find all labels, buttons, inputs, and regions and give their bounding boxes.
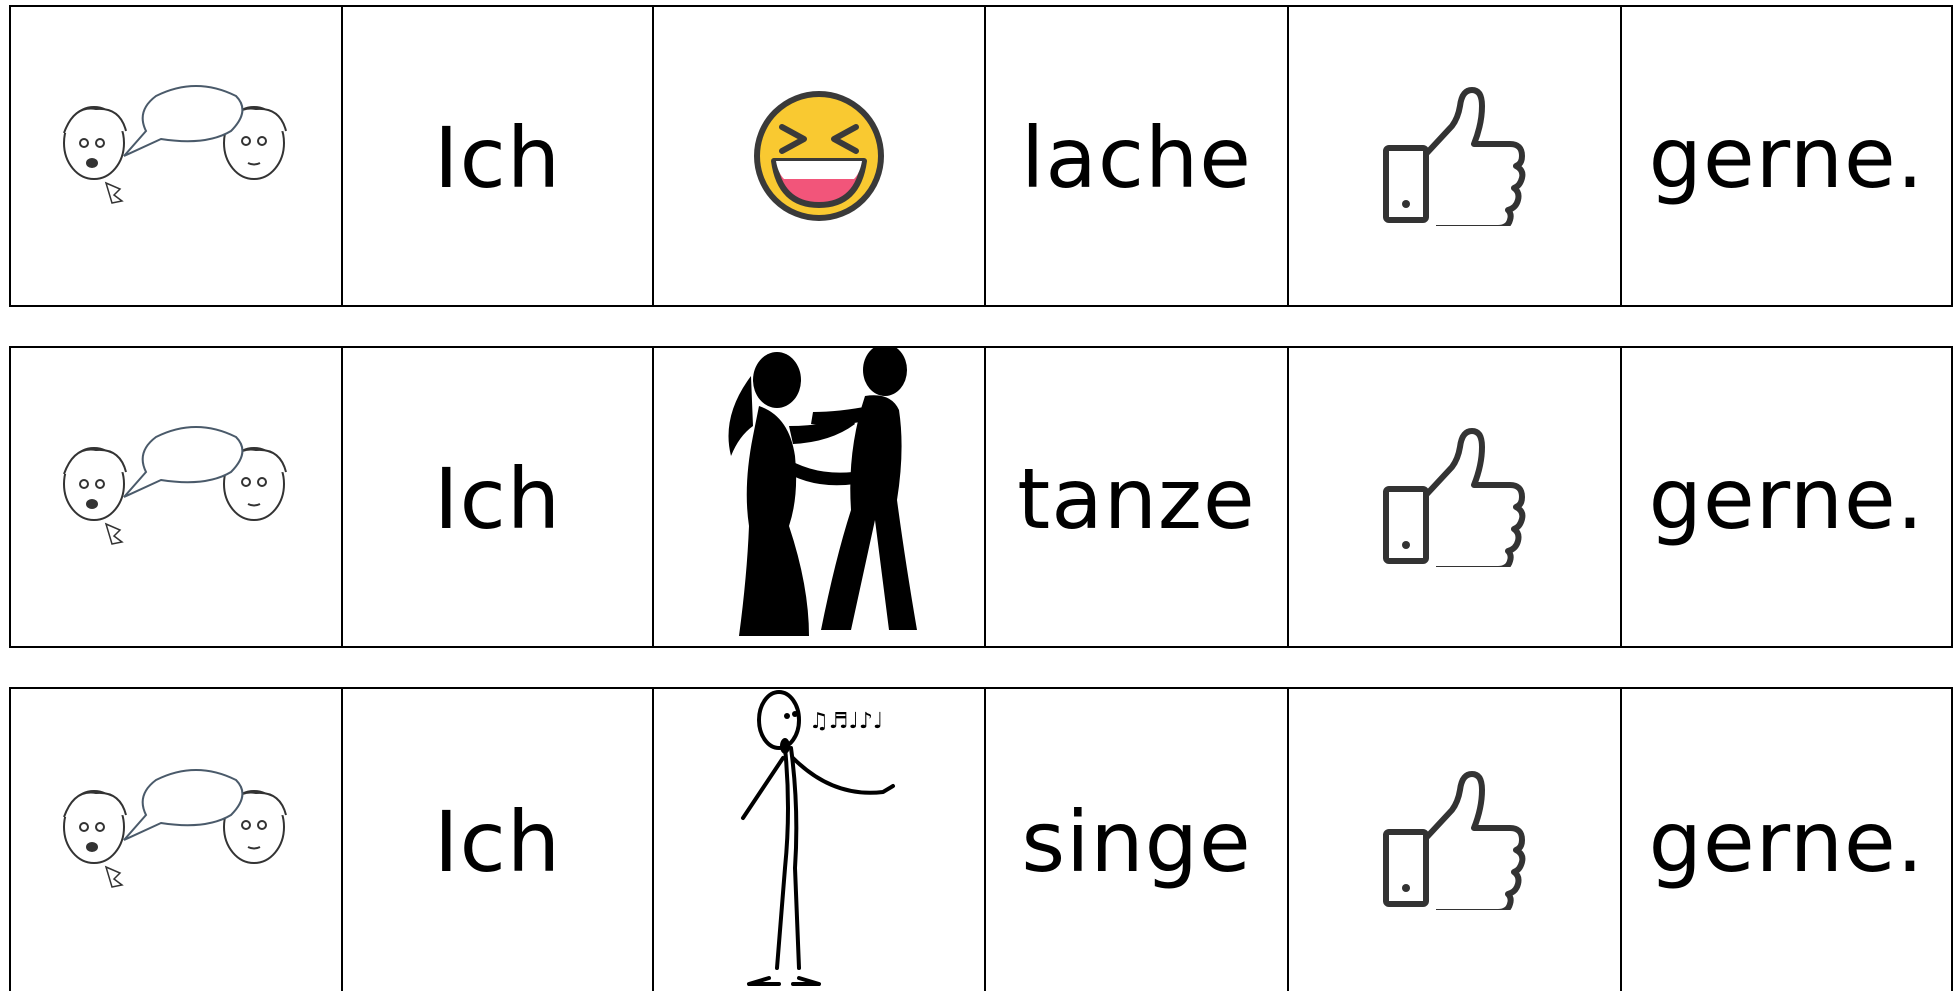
speaker-cell xyxy=(11,348,343,646)
thumbs-up-icon xyxy=(1380,427,1530,567)
activity-picture-cell xyxy=(654,689,986,991)
verb-word: lache xyxy=(1021,109,1252,207)
subject-cell xyxy=(343,689,654,991)
activity-picture-cell xyxy=(654,348,986,646)
like-cell xyxy=(1289,689,1622,991)
speaking-people-icon xyxy=(36,412,316,582)
subject-word: Ich xyxy=(433,450,562,548)
svg-text:♫♬♩♪♩: ♫♬♩♪♩ xyxy=(809,709,884,734)
subject-cell xyxy=(343,7,654,305)
speaker-cell xyxy=(11,689,343,991)
adverb-cell xyxy=(1622,348,1951,646)
adverb-word: gerne. xyxy=(1648,450,1925,548)
thumbs-up-icon xyxy=(1380,770,1530,910)
speaking-people-icon xyxy=(36,755,316,925)
sentence-strip-3 xyxy=(9,687,1953,991)
dancing-couple-icon xyxy=(689,348,949,646)
verb-cell xyxy=(986,348,1289,646)
subject-word: Ich xyxy=(433,109,562,207)
adverb-cell xyxy=(1622,7,1951,305)
speaking-people-icon xyxy=(36,71,316,241)
like-cell xyxy=(1289,7,1622,305)
subject-word: Ich xyxy=(433,793,562,891)
verb-word: singe xyxy=(1021,793,1252,891)
singing-person-icon xyxy=(719,689,919,991)
speaker-cell xyxy=(11,7,343,305)
verb-cell xyxy=(986,689,1289,991)
sentence-strip-2 xyxy=(9,346,1953,648)
laughing-face-icon xyxy=(752,89,886,223)
activity-picture-cell xyxy=(654,7,986,305)
adverb-cell xyxy=(1622,689,1951,991)
adverb-word: gerne. xyxy=(1648,793,1925,891)
adverb-word: gerne. xyxy=(1648,109,1925,207)
verb-word: tanze xyxy=(1017,450,1256,548)
verb-cell xyxy=(986,7,1289,305)
like-cell xyxy=(1289,348,1622,646)
sentence-strip-1 xyxy=(9,5,1953,307)
thumbs-up-icon xyxy=(1380,86,1530,226)
subject-cell xyxy=(343,348,654,646)
